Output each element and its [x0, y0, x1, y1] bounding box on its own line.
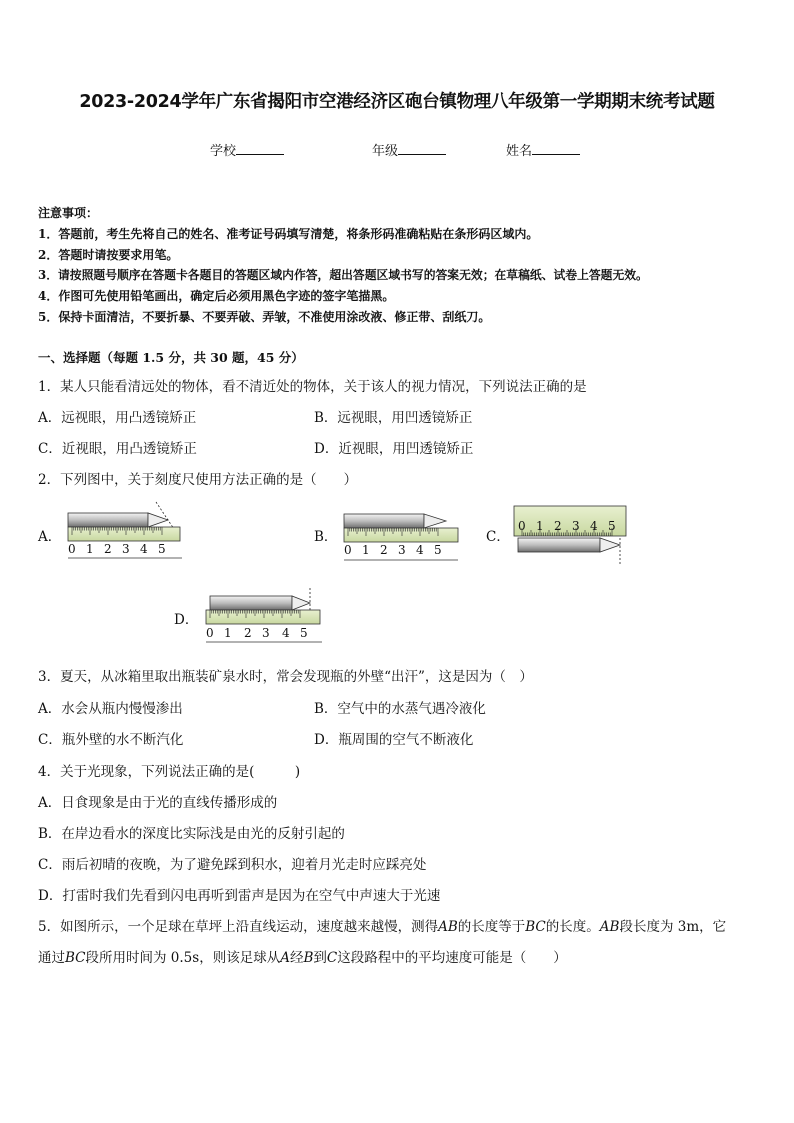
tick-label-3: 3: [262, 626, 270, 640]
notice-heading: 注意事项：: [38, 206, 99, 220]
tick-label-5: 5: [158, 542, 166, 556]
q2-stem: 2．下列图中，关于刻度尺使用方法正确的是（ ）: [38, 472, 358, 488]
tick-label-2: 2: [554, 519, 562, 533]
tick-label-2: 2: [244, 626, 252, 640]
tick-label-3: 3: [572, 519, 580, 533]
q2-label-d[interactable]: D．: [174, 612, 199, 628]
q5-point-a: A: [280, 950, 290, 966]
q3-option-b[interactable]: B．空气中的水蒸气遇冷液化: [314, 701, 486, 717]
q5-text: 这段路程中的平均速度可能是（ ）: [337, 950, 567, 966]
grade-blank[interactable]: [398, 142, 446, 155]
q5-point-c: C: [326, 950, 338, 966]
q1-option-d[interactable]: D．近视眼，用凹透镜矫正: [314, 441, 474, 457]
school-label: 学校: [210, 144, 237, 159]
q5-var-bc: BC: [525, 919, 546, 935]
tick-label-0: 0: [206, 626, 214, 640]
q2-label-a[interactable]: A．: [38, 529, 62, 545]
notice-item-1: 1．答题前，考生先将自己的姓名、准考证号码填写清楚，将条形码准确粘贴在条形码区域内。: [38, 227, 539, 241]
q1-option-b[interactable]: B．远视眼，用凹透镜矫正: [314, 410, 473, 426]
notice-item-5: 5．保持卡面清洁，不要折暴、不要弄破、弄皱，不准使用涂改液、修正带、刮纸刀。: [38, 310, 491, 324]
q5-stem-line2: [38, 946, 567, 966]
school-blank[interactable]: [236, 142, 284, 155]
name-label: 姓名: [506, 144, 533, 159]
q5-var-ab: AB: [599, 919, 620, 935]
q5-text: 5．如图所示，一个足球在草坪上沿直线运动，速度越来越慢，测得: [38, 919, 439, 935]
tick-label-4: 4: [140, 542, 148, 556]
q1-stem: 1．某人只能看清远处的物体，看不清近处的物体，关于该人的视力情况，下列说法正确的是: [38, 379, 587, 395]
q2-figure-b: [338, 500, 462, 562]
tick-label-4: 4: [282, 626, 290, 640]
tick-label-0: 0: [344, 543, 352, 557]
q3-option-c[interactable]: C．瓶外壁的水不断汽化: [38, 732, 184, 748]
notice-item-3: 3．请按照题号顺序在答题卡各题目的答题区域内作答，超出答题区域书写的答案无效；在草稿纸、试卷上答题无效。: [38, 268, 648, 282]
q5-text: 到: [313, 950, 327, 966]
school-field[interactable]: [210, 140, 284, 159]
tick-label-1: 1: [86, 542, 94, 556]
tick-label-4: 4: [416, 543, 424, 557]
tick-label-0: 0: [68, 542, 76, 556]
q2-figure-c: [510, 502, 634, 568]
tick-label-3: 3: [122, 542, 130, 556]
q1-option-a[interactable]: A．远视眼，用凸透镜矫正: [38, 410, 197, 426]
q5-point-b: B: [303, 950, 314, 966]
q5-var-ab: AB: [438, 919, 458, 935]
tick-label-3: 3: [398, 543, 406, 557]
tick-label-5: 5: [608, 519, 616, 533]
q5-text: 的长度。: [545, 919, 600, 935]
name-blank[interactable]: [532, 142, 580, 155]
q3-stem: 3．夏天，从冰箱里取出瓶装矿泉水时，常会发现瓶的外壁“出汗”，这是因为（ ）: [38, 669, 533, 685]
tick-label-2: 2: [104, 542, 112, 556]
q1-option-c[interactable]: C．近视眼，用凸透镜矫正: [38, 441, 197, 457]
tick-label-1: 1: [536, 519, 544, 533]
q4-stem: 4．关于光现象，下列说法正确的是( ): [38, 764, 301, 780]
q2-label-b[interactable]: B．: [314, 529, 338, 545]
page-title: 2023-2024学年广东省揭阳市空港经济区砲台镇物理八年级第一学期期末统考试题: [79, 92, 715, 112]
tick-label-1: 1: [224, 626, 232, 640]
q4-option-d[interactable]: D．打雷时我们先看到闪电再听到雷声是因为在空气中声速大于光速: [38, 888, 441, 904]
q4-option-c[interactable]: C．雨后初晴的夜晚，为了避免踩到积水，迎着月光走时应踩亮处: [38, 857, 427, 873]
q2-label-c[interactable]: C．: [486, 529, 510, 545]
q5-text: 段所用时间为 0.5s，则该足球从: [85, 950, 281, 966]
q5-var-bc: BC: [65, 950, 86, 966]
tick-label-5: 5: [434, 543, 442, 557]
q5-stem-line1: [38, 915, 726, 935]
tick-label-1: 1: [362, 543, 370, 557]
q5-text: 段长度为 3m，它: [619, 919, 727, 935]
grade-label: 年级: [372, 144, 399, 159]
q5-text: 经: [289, 950, 304, 966]
q3-option-a[interactable]: A．水会从瓶内慢慢渗出: [38, 701, 183, 717]
notice-item-4: 4．作图可先使用铅笔画出，确定后必须用黑色字迹的签字笔描黑。: [38, 289, 395, 303]
q4-option-b[interactable]: B．在岸边看水的深度比实际浅是由光的反射引起的: [38, 826, 345, 842]
section-heading: 一、选择题（每题 1.5 分，共 30 题，45 分）: [38, 350, 304, 365]
name-field[interactable]: [506, 140, 580, 159]
grade-field[interactable]: [372, 140, 446, 159]
q2-figure-a: [64, 498, 186, 560]
notice-item-2: 2．答题时请按要求用笔。: [38, 248, 179, 262]
tick-label-2: 2: [380, 543, 388, 557]
tick-label-0: 0: [518, 519, 526, 533]
q5-text: 通过: [38, 950, 65, 966]
tick-label-5: 5: [300, 626, 308, 640]
tick-label-4: 4: [590, 519, 598, 533]
q3-option-d[interactable]: D．瓶周围的空气不断液化: [314, 732, 474, 748]
q2-figure-d: [204, 584, 328, 646]
q4-option-a[interactable]: A．日食现象是由于光的直线传播形成的: [38, 795, 278, 811]
q5-text: 的长度等于: [457, 919, 526, 935]
